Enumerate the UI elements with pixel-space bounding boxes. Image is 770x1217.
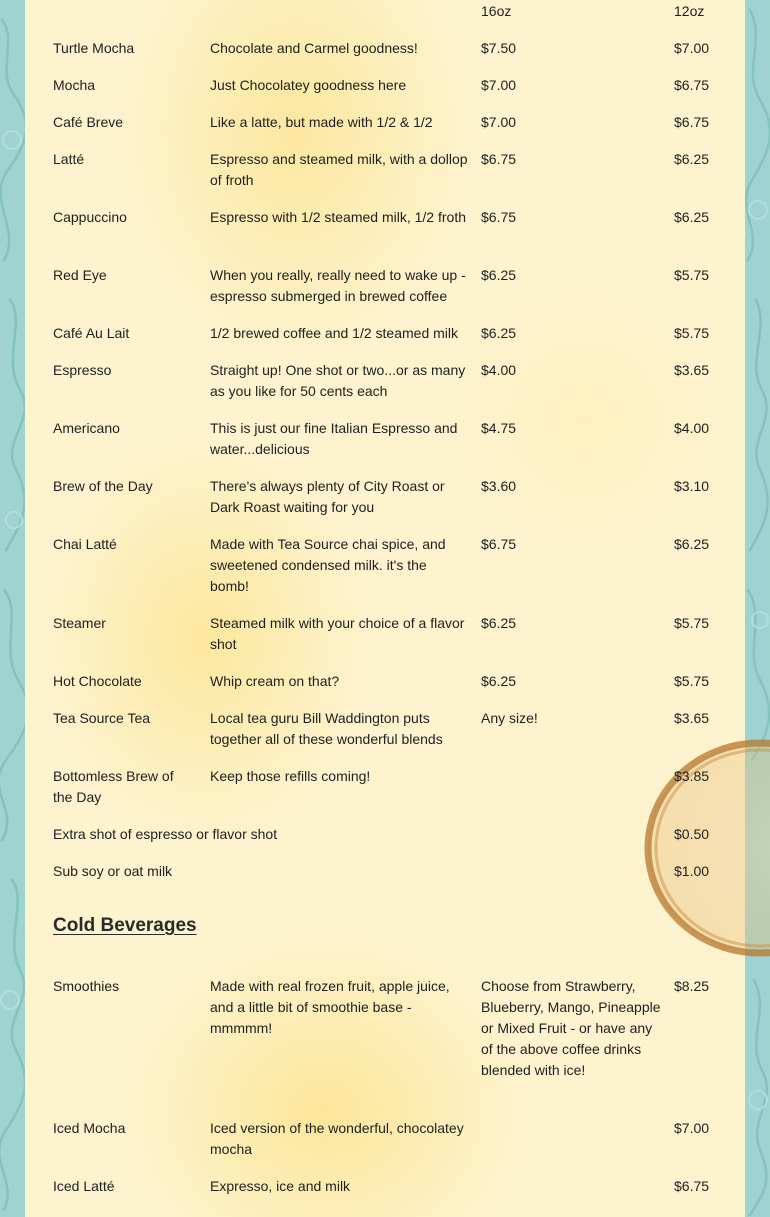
- item-price-small: $4.00: [674, 420, 710, 436]
- extra-price: $1.00: [674, 863, 710, 879]
- item-price-small: $3.65: [674, 362, 710, 378]
- item-description: Espresso with 1/2 steamed milk, 1/2 froth: [210, 209, 466, 225]
- size-small-header: 12oz: [674, 3, 705, 19]
- item-name: Chai Latté: [53, 536, 117, 552]
- item-description: 1/2 brewed coffee and 1/2 steamed milk: [210, 325, 459, 341]
- item-description: Local tea guru Bill Waddington puts together all of these wonderful blends: [210, 710, 443, 747]
- item-description: Espresso and steamed milk, with a dollop of froth: [210, 151, 468, 188]
- item-price-large: $6.25: [481, 673, 517, 689]
- coffee-ring-stain-icon: [640, 730, 770, 960]
- item-name: Café Breve: [53, 114, 124, 130]
- item-name: Bottomless Brew of the Day: [53, 768, 174, 805]
- extra-label: Extra shot of espresso or flavor shot: [53, 826, 278, 842]
- item-price-small: $5.75: [674, 673, 710, 689]
- item-name: Americano: [53, 420, 120, 436]
- extra-label: Sub soy or oat milk: [53, 863, 173, 879]
- item-price-large: Any size!: [481, 710, 538, 726]
- item-price-small: $5.75: [674, 267, 710, 283]
- item-name: Mocha: [53, 77, 96, 93]
- item-name: Cappuccino: [53, 209, 127, 225]
- item-price-small: $5.75: [674, 615, 710, 631]
- item-description: Iced version of the wonderful, chocolatey mocha: [210, 1120, 464, 1157]
- item-price-large: $6.25: [481, 267, 517, 283]
- item-name: Iced Latté: [53, 1178, 115, 1194]
- item-name: Tea Source Tea: [53, 710, 151, 726]
- item-price-large: $6.75: [481, 151, 517, 167]
- item-description: Steamed milk with your choice of a flavor shot: [210, 615, 465, 652]
- item-price-large: $6.25: [481, 615, 517, 631]
- item-name: Hot Chocolate: [53, 673, 142, 689]
- item-description: Chocolate and Carmel goodness!: [210, 40, 418, 56]
- item-price-large: $6.75: [481, 209, 517, 225]
- item-price-large: $3.60: [481, 478, 517, 494]
- item-description: Expresso, ice and milk: [210, 1178, 351, 1194]
- item-price-small: $7.00: [674, 40, 710, 56]
- coffee-ring-stain: [640, 730, 770, 960]
- item-price-small: $7.00: [674, 1120, 710, 1136]
- item-price-small: $3.10: [674, 478, 710, 494]
- item-name: Espresso: [53, 362, 112, 378]
- item-price-large: $7.00: [481, 114, 517, 130]
- item-description: Whip cream on that?: [210, 673, 340, 689]
- item-description: Made with Tea Source chai spice, and sweetened condensed milk. it's the bomb!: [210, 536, 446, 594]
- item-price-small: $3.65: [674, 710, 710, 726]
- item-price-small: $6.25: [674, 536, 710, 552]
- item-description: When you really, really need to wake up - espresso submerged in brewed coffee: [210, 267, 466, 304]
- item-name: Latté: [53, 151, 85, 167]
- item-name: Iced Mocha: [53, 1120, 126, 1136]
- item-description: This is just our fine Italian Espresso and water...delicious: [210, 420, 458, 457]
- item-price-small: $8.25: [674, 978, 710, 994]
- item-description: Like a latte, but made with 1/2 & 1/2: [210, 114, 433, 130]
- item-name: Red Eye: [53, 267, 107, 283]
- item-name: Steamer: [53, 615, 106, 631]
- item-price-small: $6.25: [674, 209, 710, 225]
- item-name: Café Au Lait: [53, 325, 130, 341]
- size-large-header: 16oz: [481, 3, 512, 19]
- item-price-large: $4.00: [481, 362, 517, 378]
- item-description: Keep those refills coming!: [210, 768, 371, 784]
- item-price-small: $6.75: [674, 114, 710, 130]
- item-price-large: $6.75: [481, 536, 517, 552]
- item-price-small: $6.75: [674, 1178, 710, 1194]
- item-price-small: $5.75: [674, 325, 710, 341]
- extra-price: $0.50: [674, 826, 710, 842]
- item-price-large: $6.25: [481, 325, 517, 341]
- item-description: There's always plenty of City Roast or Dark Roast waiting for you: [210, 478, 445, 515]
- item-description: Straight up! One shot or two...or as many as you like for 50 cents each: [210, 362, 466, 399]
- item-name: Brew of the Day: [53, 478, 153, 494]
- item-price-small: $6.25: [674, 151, 710, 167]
- item-description: Just Chocolatey goodness here: [210, 77, 407, 93]
- item-name: Turtle Mocha: [53, 40, 135, 56]
- item-price-large: $4.75: [481, 420, 517, 436]
- item-description: Made with real frozen fruit, apple juice, and a little bit of smoothie base - mmmmm!: [210, 978, 450, 1036]
- item-name: Smoothies: [53, 978, 120, 994]
- cold-beverages-heading: Cold Beverages: [53, 915, 197, 936]
- item-options: Choose from Strawberry, Blueberry, Mango, Pineapple or Mixed Fruit - or have any of the above coffee drinks blended with ice!: [481, 978, 661, 1078]
- item-price-large: $7.00: [481, 77, 517, 93]
- item-price-large: $7.50: [481, 40, 517, 56]
- item-price-small: $3.85: [674, 768, 710, 784]
- item-price-small: $6.75: [674, 77, 710, 93]
